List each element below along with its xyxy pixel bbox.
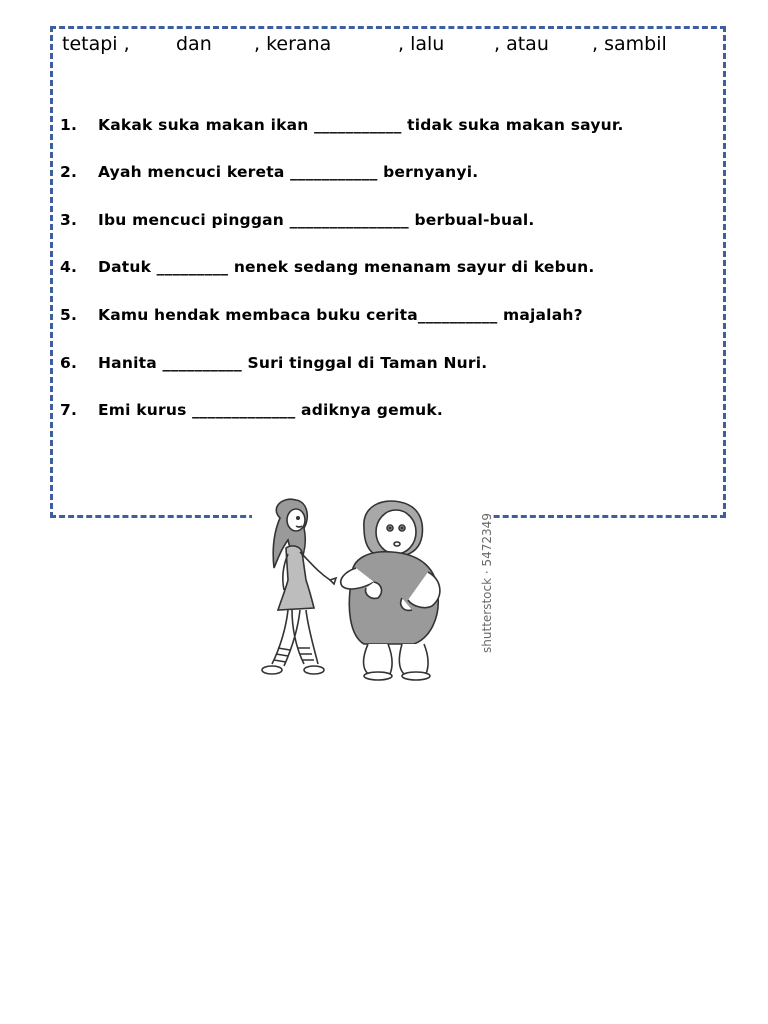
question-number: 1. bbox=[60, 116, 78, 134]
question-item bbox=[60, 116, 624, 134]
word-bank-item: , kerana bbox=[254, 33, 332, 55]
question-item bbox=[60, 163, 478, 181]
question-item bbox=[60, 354, 487, 372]
question-number: 4. bbox=[60, 258, 78, 276]
question-text: Hanita __________ Suri tinggal di Taman Nuri. bbox=[98, 354, 488, 372]
word-bank-item: tetapi , bbox=[62, 33, 130, 55]
watermark-text: shutterstock · 5472349 bbox=[480, 513, 494, 653]
question-text: Kamu hendak membaca buku cerita__________ majalah? bbox=[98, 306, 583, 324]
question-text: Kakak suka makan ikan ___________ tidak suka makan sayur. bbox=[98, 116, 624, 134]
question-item bbox=[60, 211, 534, 229]
question-text: Datuk _________ nenek sedang menanam sayur di kebun. bbox=[98, 258, 595, 276]
image-watermark bbox=[478, 490, 496, 680]
question-text: Ibu mencuci pinggan _______________ berbual-bual. bbox=[98, 211, 535, 229]
question-number: 6. bbox=[60, 354, 78, 372]
illustration-thin-and-fat-girls bbox=[252, 488, 490, 684]
word-bank-item: , sambil bbox=[592, 33, 667, 55]
question-number: 3. bbox=[60, 211, 78, 229]
question-text: Emi kurus _____________ adiknya gemuk. bbox=[98, 401, 443, 419]
question-number: 2. bbox=[60, 163, 78, 181]
word-bank bbox=[62, 33, 712, 61]
question-item bbox=[60, 401, 443, 419]
word-bank-item: dan bbox=[176, 33, 212, 55]
question-text: Ayah mencuci kereta ___________ bernyanyi. bbox=[98, 163, 479, 181]
question-item bbox=[60, 258, 595, 276]
word-bank-item: , lalu bbox=[398, 33, 445, 55]
word-bank-item: , atau bbox=[494, 33, 549, 55]
question-number: 5. bbox=[60, 306, 78, 324]
question-number: 7. bbox=[60, 401, 78, 419]
question-item bbox=[60, 306, 583, 324]
